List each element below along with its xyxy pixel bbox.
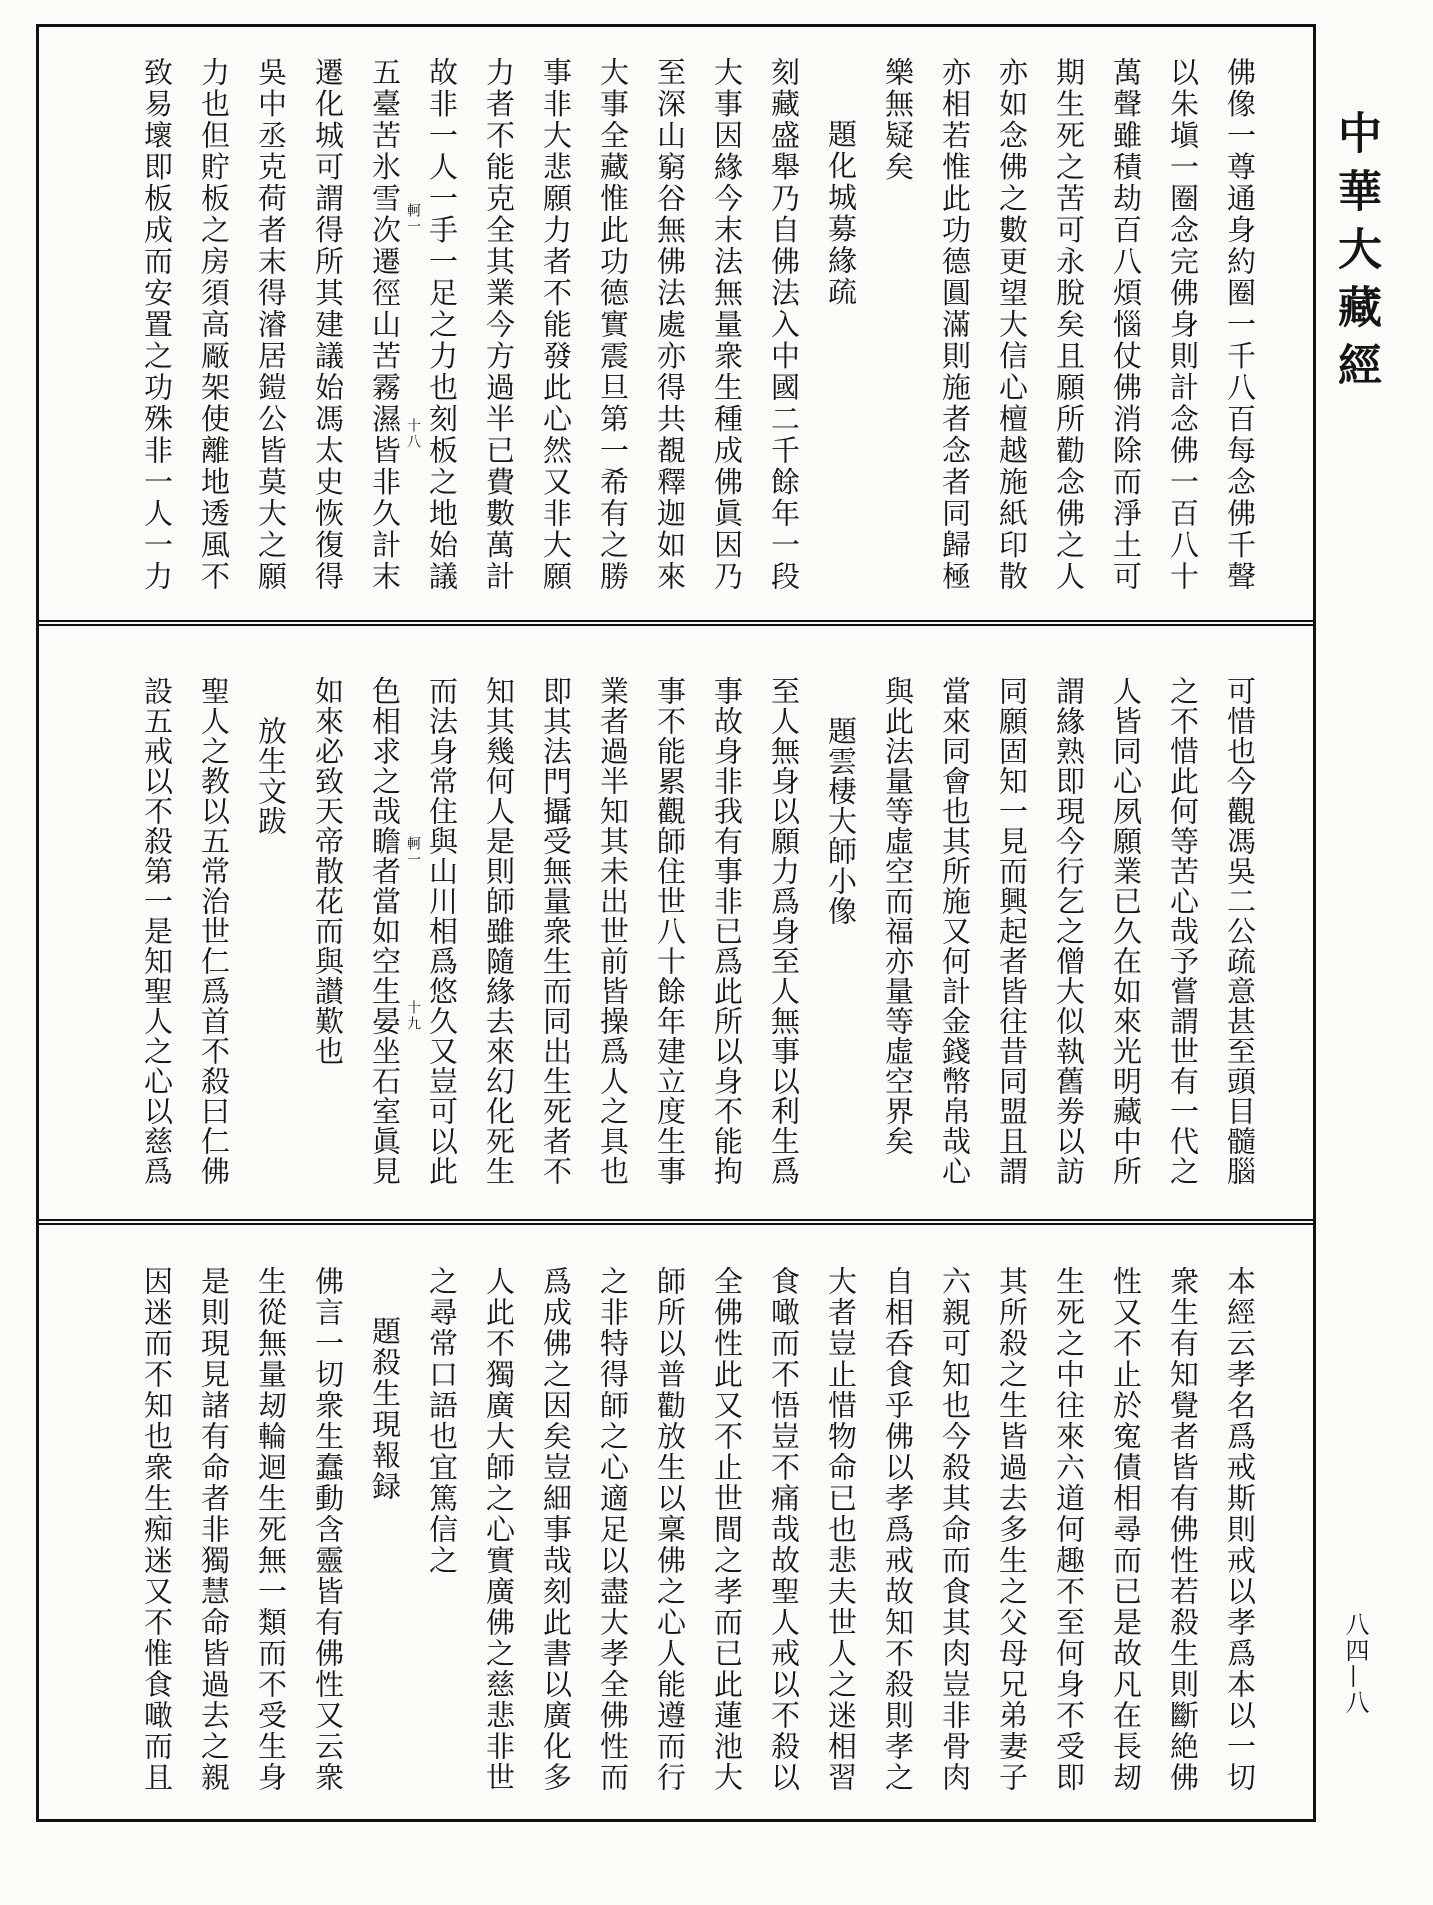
text-column: 遷化城可謂得所其建議始馮太史恢復得: [311, 57, 345, 593]
text-column: 五臺苦氷雪次遷徑山苦霧濕皆非久計末: [368, 57, 402, 593]
panel-middle: [39, 620, 1313, 1219]
text-column: 大者豈止惜物命已也悲夫世人之迷相習: [824, 1266, 858, 1793]
text-column: 生死之中往來六道何趣不至何身不受即: [1052, 1266, 1086, 1793]
text-column: 其所殺之生皆過去多生之父母兄弟妻子: [995, 1266, 1029, 1793]
text-column: 衆生有知覺者皆有佛性若殺生則斷絶佛: [1166, 1266, 1200, 1793]
text-column: 吳中丞克荷者末得濬居鎧公皆莫大之願: [254, 57, 288, 593]
panel-text: [39, 27, 1268, 620]
text-column: 萬聲雖積劫百八煩惱仗佛消除而淨土可: [1109, 57, 1143, 593]
text-column: 樂無疑矣: [881, 57, 915, 183]
text-column: 性又不止於寃債相尋而已是故凡在長刼: [1109, 1266, 1143, 1793]
text-column: 當來同會也其所施又何計金錢幣帛哉心: [938, 676, 972, 1186]
text-column: 故非一人一手一足之力也刻板之地始議: [425, 57, 459, 593]
text-column: 謂緣熟即現今行乞之僧大似執舊劵以訪: [1052, 676, 1086, 1186]
text-column: 人皆同心夙願業已久在如來光明藏中所: [1109, 676, 1143, 1186]
text-column: 事不能累觀師住世八十餘年建立度生事: [653, 676, 687, 1186]
text-column: 大事因緣今末法無量衆生種成佛眞因乃: [710, 57, 744, 593]
page-number: 八四—八: [1341, 1612, 1369, 1716]
section-title: 放生文跋: [254, 716, 288, 836]
text-column: 之尋常口語也宜篤信之: [425, 1266, 459, 1576]
text-column: 爲成佛之因矣豈細事哉刻此書以廣化多: [539, 1266, 573, 1793]
margin-note-page: 十八: [405, 418, 421, 450]
text-column: 而法身常住與山川相爲悠久又豈可以此: [425, 676, 459, 1186]
text-column: 力也但貯板之房須高厰架使離地透風不: [197, 57, 231, 593]
text-column: 全佛性此又不止世間之孝而已此蓮池大: [710, 1266, 744, 1793]
text-column: 生從無量刼輪迴生死無一類而不受生身: [254, 1266, 288, 1793]
text-column: 同願固知一見而興起者皆往昔同盟且謂: [995, 676, 1029, 1186]
text-column: 設五戒以不殺第一是知聖人之心以慈爲: [140, 676, 174, 1186]
margin-note-case: 軻一: [405, 836, 421, 868]
text-column: 因迷而不知也衆生痴迷又不惟食噉而且: [140, 1266, 174, 1793]
text-column: 之不惜此何等苦心哉予嘗謂世有一代之: [1166, 676, 1200, 1186]
text-column: 之非特得師之心適足以盡大孝全佛性而: [596, 1266, 630, 1793]
text-column: 力者不能克全其業今方過半已費數萬計: [482, 57, 516, 593]
panel-top: [39, 27, 1313, 620]
panel-text: [39, 626, 1268, 1219]
text-column: 佛像一尊通身約圈一千八百每念佛千聲: [1223, 57, 1257, 593]
text-column: 聖人之教以五常治世仁爲首不殺曰仁佛: [197, 676, 231, 1186]
text-column: 事非大悲願力者不能發此心然又非大願: [539, 57, 573, 593]
text-column: 與此法量等虛空而福亦量等虛空界矣: [881, 676, 915, 1156]
text-column: 亦相若惟此功德圓滿則施者念者同歸極: [938, 57, 972, 593]
text-column: 大事全藏惟此功德實震旦第一希有之勝: [596, 57, 630, 593]
text-column: 事故身非我有事非已爲此所以身不能拘: [710, 676, 744, 1186]
text-column: 色相求之哉瞻者當如空生晏坐石室眞見: [368, 676, 402, 1186]
text-frame: [36, 24, 1316, 1822]
text-column: 六親可知也今殺其命而食其肉豈非骨肉: [938, 1266, 972, 1793]
text-column: 如來必致天帝散花而與讃歎也: [311, 676, 345, 1066]
text-column: 佛言一切衆生蠢動含靈皆有佛性又云衆: [311, 1266, 345, 1793]
running-title: 中華大藏經: [1330, 110, 1381, 400]
text-column: 期生死之苦可永脫矣且願所勸念佛之人: [1052, 57, 1086, 593]
text-column: 是則現見諸有命者非獨慧命皆過去之親: [197, 1266, 231, 1793]
section-title: 題殺生現報録: [368, 1316, 402, 1502]
text-column: 業者過半知其未出世前皆操爲人之具也: [596, 676, 630, 1186]
panel-text: [39, 1225, 1268, 1819]
text-column: 致易壞即板成而安置之功殊非一人一力: [140, 57, 174, 593]
text-column: 人此不獨廣大師之心實廣佛之慈悲非世: [482, 1266, 516, 1793]
text-column: 至深山窮谷無佛法處亦得共覩釋迦如來: [653, 57, 687, 593]
margin-note-page: 十九: [405, 1000, 421, 1032]
text-column: 本經云孝名爲戒斯則戒以孝爲本以一切: [1223, 1266, 1257, 1793]
text-column: 知其幾何人是則師雖隨緣去來幻化死生: [482, 676, 516, 1186]
text-column: 師所以普勸放生以稟佛之心人能遵而行: [653, 1266, 687, 1793]
text-column: 至人無身以願力爲身至人無事以利生爲: [767, 676, 801, 1186]
text-column: 自相呑食乎佛以孝爲戒故知不殺則孝之: [881, 1266, 915, 1793]
section-title: 題化城募緣疏: [824, 119, 858, 308]
text-column: 可惜也今觀馮吳二公疏意甚至頭目髓腦: [1223, 676, 1257, 1186]
margin-note-case: 軻一: [405, 203, 421, 235]
text-column: 食噉而不悟豈不痛哉故聖人戒以不殺以: [767, 1266, 801, 1793]
text-column: 刻藏盛舉乃自佛法入中國二千餘年一段: [767, 57, 801, 593]
panel-bottom: [39, 1219, 1313, 1819]
section-title: 題雲棲大師小像: [824, 716, 858, 926]
text-column: 亦如念佛之數更望大信心檀越施紙印散: [995, 57, 1029, 593]
text-column: 即其法門攝受無量衆生而同出生死者不: [539, 676, 573, 1186]
text-column: 以朱塡一圈念完佛身則計念佛一百八十: [1166, 57, 1200, 593]
